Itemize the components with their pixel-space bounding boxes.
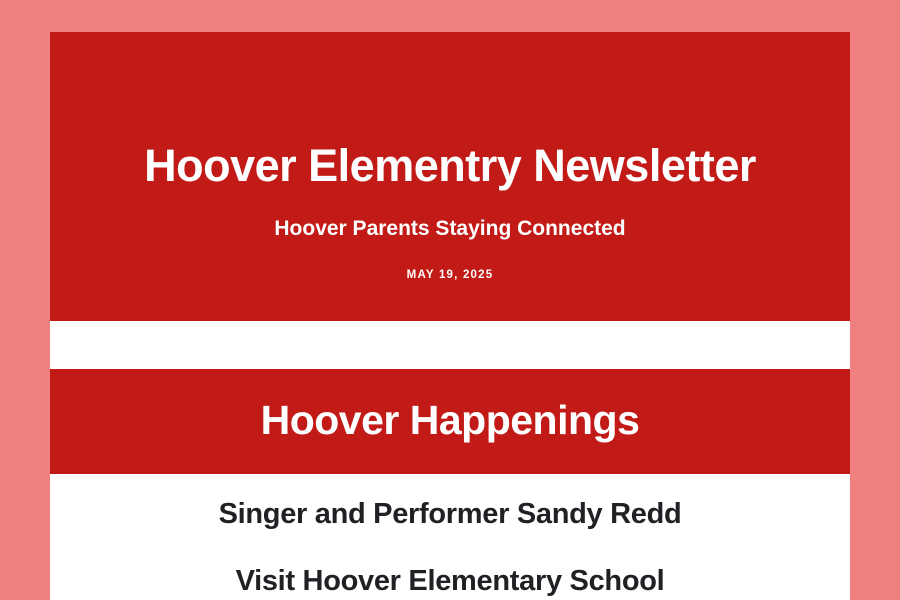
article-heading: Singer and Performer Sandy Redd xyxy=(218,498,682,531)
masthead-divider xyxy=(50,321,850,369)
newsletter-document xyxy=(50,32,850,600)
newsletter-title: Hoover Elementry Newsletter xyxy=(144,140,756,191)
article-subheading: Visit Hoover Elementary School xyxy=(235,565,665,598)
section-banner xyxy=(50,369,850,474)
article-block xyxy=(50,474,850,598)
section-banner-title: Hoover Happenings xyxy=(260,397,640,444)
newsletter-masthead xyxy=(50,32,850,321)
newsletter-date: MAY 19, 2025 xyxy=(406,269,494,282)
newsletter-subtitle: Hoover Parents Staying Connected xyxy=(274,217,626,241)
